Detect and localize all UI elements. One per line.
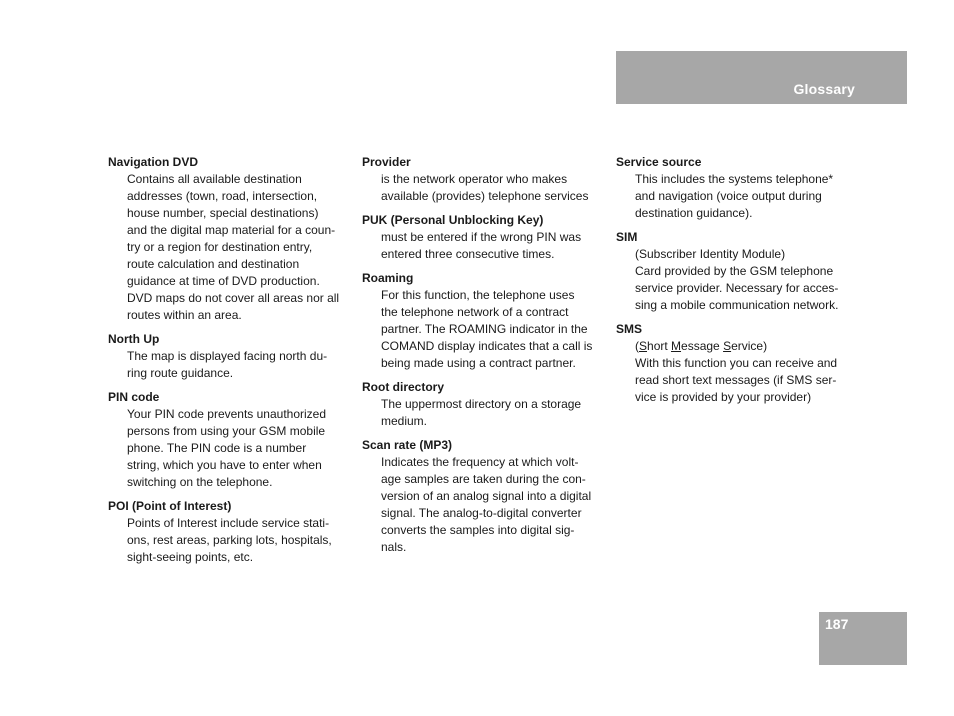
glossary-definition: Indicates the frequency at which volt- age samples are taken during the con- version of an analog signal into a digital signal. The analog-to-digital converter converts the samples into digital sig- nals.	[381, 455, 592, 554]
sms-abbreviation	[635, 338, 866, 355]
glossary-definition: With this function you can receive and read short text messages (if SMS ser- vice is provided by your provider)	[635, 356, 838, 404]
glossary-term: North Up	[108, 332, 160, 346]
glossary-definition: Points of Interest include service stati- ons, rest areas, parking lots, hospitals, sight-seeing points, etc.	[127, 516, 332, 564]
glossary-definition: This includes the systems telephone* and navigation (voice output during destination guidance).	[635, 172, 834, 220]
glossary-definition: Contains all available destination addresses (town, road, intersection, house number, special destinations) and the digital map material for a coun- try or a region for destination entry, route calculation and destination guidance at time of DVD production. DVD maps do not cover all areas nor all routes within an area.	[127, 172, 340, 322]
glossary-term: POI (Point of Interest)	[108, 499, 232, 513]
abbr-part: hort	[647, 339, 672, 353]
glossary-definition: The uppermost directory on a storage medium.	[381, 397, 582, 428]
glossary-definition: Your PIN code prevents unauthorized persons from using your GSM mobile phone. The PIN code is a number string, which you have to enter when switching on the telephone.	[127, 407, 327, 489]
glossary-term: Navigation DVD	[108, 155, 199, 169]
glossary-definition: For this function, the telephone uses the telephone network of a contract partner. The ROAMING indicator in the COMAND display indicates that a call is being made using a contract partner.	[381, 288, 593, 370]
glossary-entry	[362, 379, 607, 430]
glossary-term: Scan rate (MP3)	[362, 438, 453, 452]
glossary-term: Service source	[616, 155, 702, 169]
glossary-term: Provider	[362, 155, 411, 169]
glossary-entry	[616, 321, 866, 406]
page-number-tab	[819, 612, 907, 665]
abbr-part: (	[635, 339, 639, 353]
glossary-entry	[108, 331, 353, 382]
abbr-part: ervice)	[731, 339, 768, 353]
glossary-entry	[362, 437, 607, 556]
glossary-entry	[362, 270, 607, 372]
glossary-term: Roaming	[362, 271, 414, 285]
glossary-entry	[108, 154, 353, 324]
glossary-term: PIN code	[108, 390, 160, 404]
glossary-term: PUK (Personal Unblocking Key)	[362, 213, 544, 227]
glossary-definition: is the network operator who makes available (provides) telephone services	[381, 172, 589, 203]
abbr-part: essage	[681, 339, 724, 353]
glossary-entry	[616, 229, 866, 314]
glossary-term: SIM	[616, 230, 638, 244]
glossary-entry	[616, 154, 866, 222]
page-number: 187	[825, 616, 849, 632]
glossary-column-1	[108, 154, 353, 573]
glossary-definition: The map is displayed facing north du- ring route guidance.	[127, 349, 328, 380]
glossary-column-2	[362, 154, 607, 563]
section-header-tab	[616, 51, 907, 104]
glossary-entry	[108, 389, 353, 491]
abbr-initial: S	[639, 339, 648, 353]
glossary-definition: must be entered if the wrong PIN was entered three consecutive times.	[381, 230, 582, 261]
glossary-term: Root directory	[362, 380, 445, 394]
section-title: Glossary	[793, 81, 855, 97]
glossary-entry	[362, 154, 607, 205]
glossary-column-3	[616, 154, 866, 413]
glossary-entry	[108, 498, 353, 566]
abbr-initial: S	[723, 339, 732, 353]
glossary-entry	[362, 212, 607, 263]
abbr-initial: M	[671, 339, 682, 353]
glossary-definition: (Subscriber Identity Module) Card provided by the GSM telephone service provider. Necessary for acces- sing a mobile communication network.	[635, 247, 839, 312]
glossary-term: SMS	[616, 322, 643, 336]
